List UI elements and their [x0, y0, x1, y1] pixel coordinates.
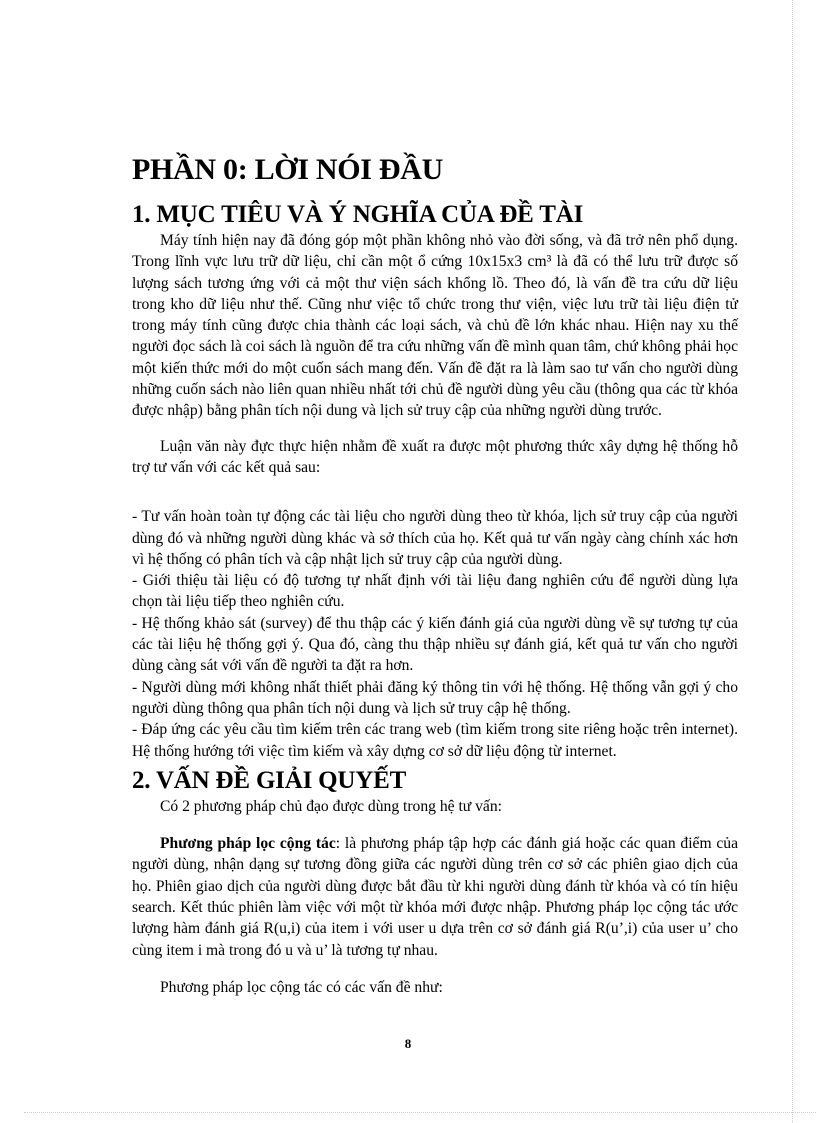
list-item: - Người dùng mới không nhất thiết phải đăng ký thông tin với hệ thống. Hệ thống vẫn gợi ý cho người dùng thông qua phân tích nội dung và lịch sử truy cập hệ thống. [132, 678, 738, 717]
page-edge-vertical [792, 0, 793, 1123]
document-body [132, 150, 738, 998]
method-description: : là phương pháp tập hợp các đánh giá hoặc các quan điểm của người dùng, nhận dạng sự tương đồng giữa các người dùng trên cơ sở các phiên giao dịch của họ. Phiên giao dịch của người dùng được bắt đầu từ khi người dùng đánh từ khóa và có tín hiệu search. Kết thúc phiên làm việc với một từ khóa mới được nhập. Phương pháp lọc cộng tác ước lượng hàm đánh giá R(u,i) của item i với user u dựa trên cơ sở đánh giá R(u’,i) của user u’ cho cùng item i mà trong đó u và u’ là tương tự nhau. [132, 835, 739, 959]
section-1-paragraph-1: Máy tính hiện nay đã đóng góp một phần không nhỏ vào đời sống, và đã trở nên phổ dụng. Trong lĩnh vực lưu trữ dữ liệu, chỉ cần một ổ cứng 10x15x3 cm³ là đã có thể lưu trữ được số lượng sách tương ứng với cả một thư viện sách khổng lồ. Theo đó, là vấn đề tra cứu dữ liệu trong kho dữ liệu như thế. Cũng như việc tổ chức trong thư viện, việc lưu trữ tài liệu điện tử trong máy tính cũng được chia thành các loại sách, và chủ đề lớn khác nhau. Hiện nay xu thế người đọc sách là coi sách là nguồn để tra cứu những vấn đề mình quan tâm, chứ không phải học một kiến thức mới do một cuốn sách mang đến. Vấn đề đặt ra là làm sao tư vấn cho người dùng những cuốn sách nào liên quan nhiều nhất tới chủ đề người dùng yêu cầu (thông qua các từ khóa được nhập) bằng phân tích nội dung và lịch sử truy cập của những người dùng trước. [132, 232, 738, 420]
section-2-heading: 2. VẤN ĐỀ GIẢI QUYẾT [132, 766, 407, 794]
list-item: - Giới thiệu tài liệu có độ tương tự nhất định với tài liệu đang nghiên cứu để người dùng lựa chọn tài liệu tiếp theo nghiên cứu. [132, 572, 738, 611]
list-item: - Hệ thống khảo sát (survey) để thu thập các ý kiến đánh giá của người dùng về sự tương tự của các tài liệu hệ thống gợi ý. Qua đó, càng thu thập nhiều sự đánh giá, kết quả tư vấn cho người dùng càng sát với vấn đề người ta đặt ra hơn. [132, 614, 738, 675]
page-edge-horizontal [24, 1112, 816, 1113]
section-2-closing: Phương pháp lọc cộng tác có các vấn đề như: [160, 978, 443, 996]
section-2-intro: Có 2 phương pháp chủ đạo được dùng trong hệ tư vấn: [160, 797, 502, 815]
section-1-paragraph-2: Luận văn này đực thực hiện nhằm đề xuất ra được một phương thức xây dựng hệ thống hỗ trợ tư vấn với các kết quả sau: [132, 437, 738, 476]
page-number: 8 [404, 1036, 412, 1051]
section-1-heading: 1. MỤC TIÊU VÀ Ý NGHĨA CỦA ĐỀ TÀI [132, 201, 584, 228]
list-item: - Tư vấn hoàn toàn tự động các tài liệu cho người dùng theo từ khóa, lịch sử truy cập của người dùng đó và những người dùng khác và sở thích của họ. Kết quả tư vấn ngày càng chính xác hơn vì hệ thống có phân tích và cập nhật lịch sử truy cập của người dùng. [132, 508, 738, 568]
page-title: PHẦN 0: LỜI NÓI ĐẦU [132, 153, 443, 186]
section-2-method-paragraph [132, 833, 738, 961]
method-term: Phương pháp lọc cộng tác [160, 835, 336, 853]
results-list [132, 506, 738, 762]
list-item: - Đáp ứng các yêu cầu tìm kiếm trên các trang web (tìm kiếm trong site riêng hoặc trên internet). Hệ thống hướng tới việc tìm kiếm và xây dựng cơ sở dữ liệu động từ internet. [132, 721, 738, 760]
